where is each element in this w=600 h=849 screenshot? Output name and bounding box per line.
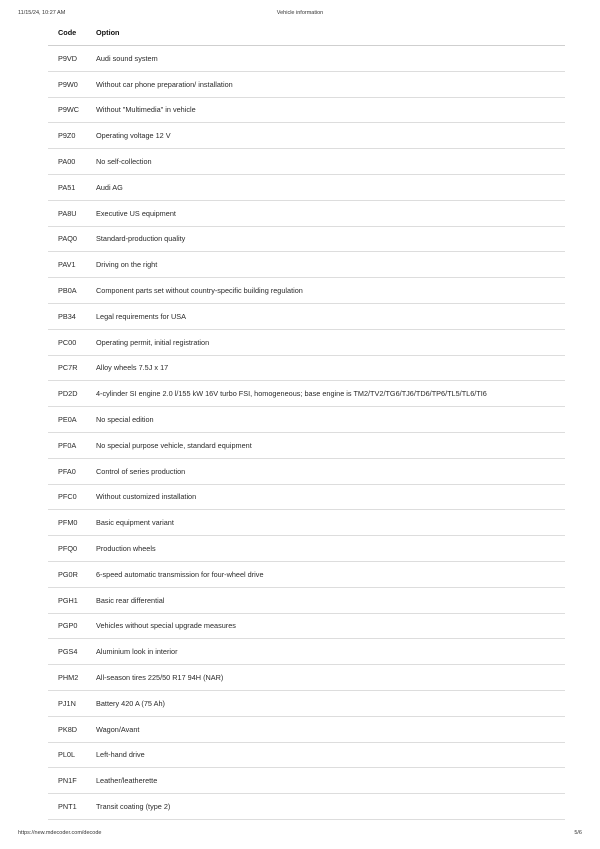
option-code: PGH1 bbox=[48, 587, 86, 613]
vehicle-options-table bbox=[48, 20, 565, 820]
option-description: 6-speed automatic transmission for four-wheel drive bbox=[86, 561, 565, 587]
table-row bbox=[48, 278, 565, 304]
option-code: PGS4 bbox=[48, 639, 86, 665]
print-datetime: 11/15/24, 10:27 AM bbox=[18, 10, 66, 16]
option-description: No special purpose vehicle, standard equipment bbox=[86, 432, 565, 458]
table-row bbox=[48, 174, 565, 200]
option-code: PN1F bbox=[48, 768, 86, 794]
table-row bbox=[48, 46, 565, 72]
option-description: Basic equipment variant bbox=[86, 510, 565, 536]
table-row bbox=[48, 355, 565, 381]
option-description: Left-hand drive bbox=[86, 742, 565, 768]
table-row bbox=[48, 587, 565, 613]
option-description: Production wheels bbox=[86, 536, 565, 562]
option-code: PA8U bbox=[48, 200, 86, 226]
option-description: Executive US equipment bbox=[86, 200, 565, 226]
column-header-code: Code bbox=[48, 20, 86, 46]
option-code: PFA0 bbox=[48, 458, 86, 484]
table-row bbox=[48, 71, 565, 97]
table-row bbox=[48, 252, 565, 278]
option-description: Basic rear differential bbox=[86, 587, 565, 613]
option-description: Driving on the right bbox=[86, 252, 565, 278]
option-description: Alloy wheels 7.5J x 17 bbox=[86, 355, 565, 381]
option-description: Component parts set without country-specific building regulation bbox=[86, 278, 565, 304]
table-row bbox=[48, 794, 565, 820]
option-code: P9Z0 bbox=[48, 123, 86, 149]
option-description: Without customized installation bbox=[86, 484, 565, 510]
table-row bbox=[48, 123, 565, 149]
table-row bbox=[48, 536, 565, 562]
option-code: PFC0 bbox=[48, 484, 86, 510]
page-url: https://new.mdecoder.com/decode bbox=[18, 830, 102, 836]
option-description: All-season tires 225/50 R17 94H (NAR) bbox=[86, 665, 565, 691]
table-row bbox=[48, 226, 565, 252]
option-description: Audi AG bbox=[86, 174, 565, 200]
table-row bbox=[48, 303, 565, 329]
table-row bbox=[48, 768, 565, 794]
option-description: No self-collection bbox=[86, 149, 565, 175]
option-code: PB34 bbox=[48, 303, 86, 329]
option-description: Without car phone preparation/ installation bbox=[86, 71, 565, 97]
option-code: PE0A bbox=[48, 407, 86, 433]
option-code: PA51 bbox=[48, 174, 86, 200]
table-row bbox=[48, 200, 565, 226]
table-row bbox=[48, 716, 565, 742]
option-description: Leather/leatherette bbox=[86, 768, 565, 794]
option-code: P9WC bbox=[48, 97, 86, 123]
option-code: PAV1 bbox=[48, 252, 86, 278]
page-number: 5/6 bbox=[574, 830, 582, 836]
option-code: PHM2 bbox=[48, 665, 86, 691]
option-description: Vehicles without special upgrade measures bbox=[86, 613, 565, 639]
table-header-row bbox=[48, 20, 565, 46]
option-code: PG0R bbox=[48, 561, 86, 587]
table-row bbox=[48, 510, 565, 536]
option-code: P9W0 bbox=[48, 71, 86, 97]
table-row bbox=[48, 381, 565, 407]
option-description: Aluminium look in interior bbox=[86, 639, 565, 665]
table-row bbox=[48, 484, 565, 510]
table-row bbox=[48, 97, 565, 123]
option-description: No special edition bbox=[86, 407, 565, 433]
table-row bbox=[48, 665, 565, 691]
table-row bbox=[48, 407, 565, 433]
option-code: PFQ0 bbox=[48, 536, 86, 562]
table-row bbox=[48, 690, 565, 716]
option-code: PNT1 bbox=[48, 794, 86, 820]
table-row bbox=[48, 329, 565, 355]
table-row bbox=[48, 613, 565, 639]
option-code: PFM0 bbox=[48, 510, 86, 536]
option-description: Without "Multimedia" in vehicle bbox=[86, 97, 565, 123]
option-code: P9VD bbox=[48, 46, 86, 72]
option-description: Audi sound system bbox=[86, 46, 565, 72]
option-description: Operating permit, initial registration bbox=[86, 329, 565, 355]
option-code: PC7R bbox=[48, 355, 86, 381]
page-title: Vehicle information bbox=[276, 10, 324, 16]
option-code: PA00 bbox=[48, 149, 86, 175]
column-header-option: Option bbox=[86, 20, 565, 46]
option-code: PB0A bbox=[48, 278, 86, 304]
option-description: Battery 420 A (75 Ah) bbox=[86, 690, 565, 716]
print-header bbox=[18, 10, 582, 20]
option-code: PAQ0 bbox=[48, 226, 86, 252]
table-row bbox=[48, 561, 565, 587]
option-code: PL0L bbox=[48, 742, 86, 768]
option-description: Operating voltage 12 V bbox=[86, 123, 565, 149]
table-row bbox=[48, 742, 565, 768]
option-code: PJ1N bbox=[48, 690, 86, 716]
table-row bbox=[48, 458, 565, 484]
table-row bbox=[48, 432, 565, 458]
table-body bbox=[48, 46, 565, 820]
option-description: Transit coating (type 2) bbox=[86, 794, 565, 820]
option-code: PC00 bbox=[48, 329, 86, 355]
option-description: Standard-production quality bbox=[86, 226, 565, 252]
option-description: Legal requirements for USA bbox=[86, 303, 565, 329]
option-description: Control of series production bbox=[86, 458, 565, 484]
print-footer bbox=[18, 830, 582, 840]
option-description: Wagon/Avant bbox=[86, 716, 565, 742]
option-description: 4-cylinder SI engine 2.0 l/155 kW 16V turbo FSI, homogeneous; base engine is TM2/TV2/TG6/TJ6/TD6/TP6/TL5/TL6/TI6 bbox=[86, 381, 565, 407]
option-code: PD2D bbox=[48, 381, 86, 407]
option-code: PK8D bbox=[48, 716, 86, 742]
option-code: PF0A bbox=[48, 432, 86, 458]
option-code: PGP0 bbox=[48, 613, 86, 639]
table-row bbox=[48, 639, 565, 665]
table-row bbox=[48, 149, 565, 175]
